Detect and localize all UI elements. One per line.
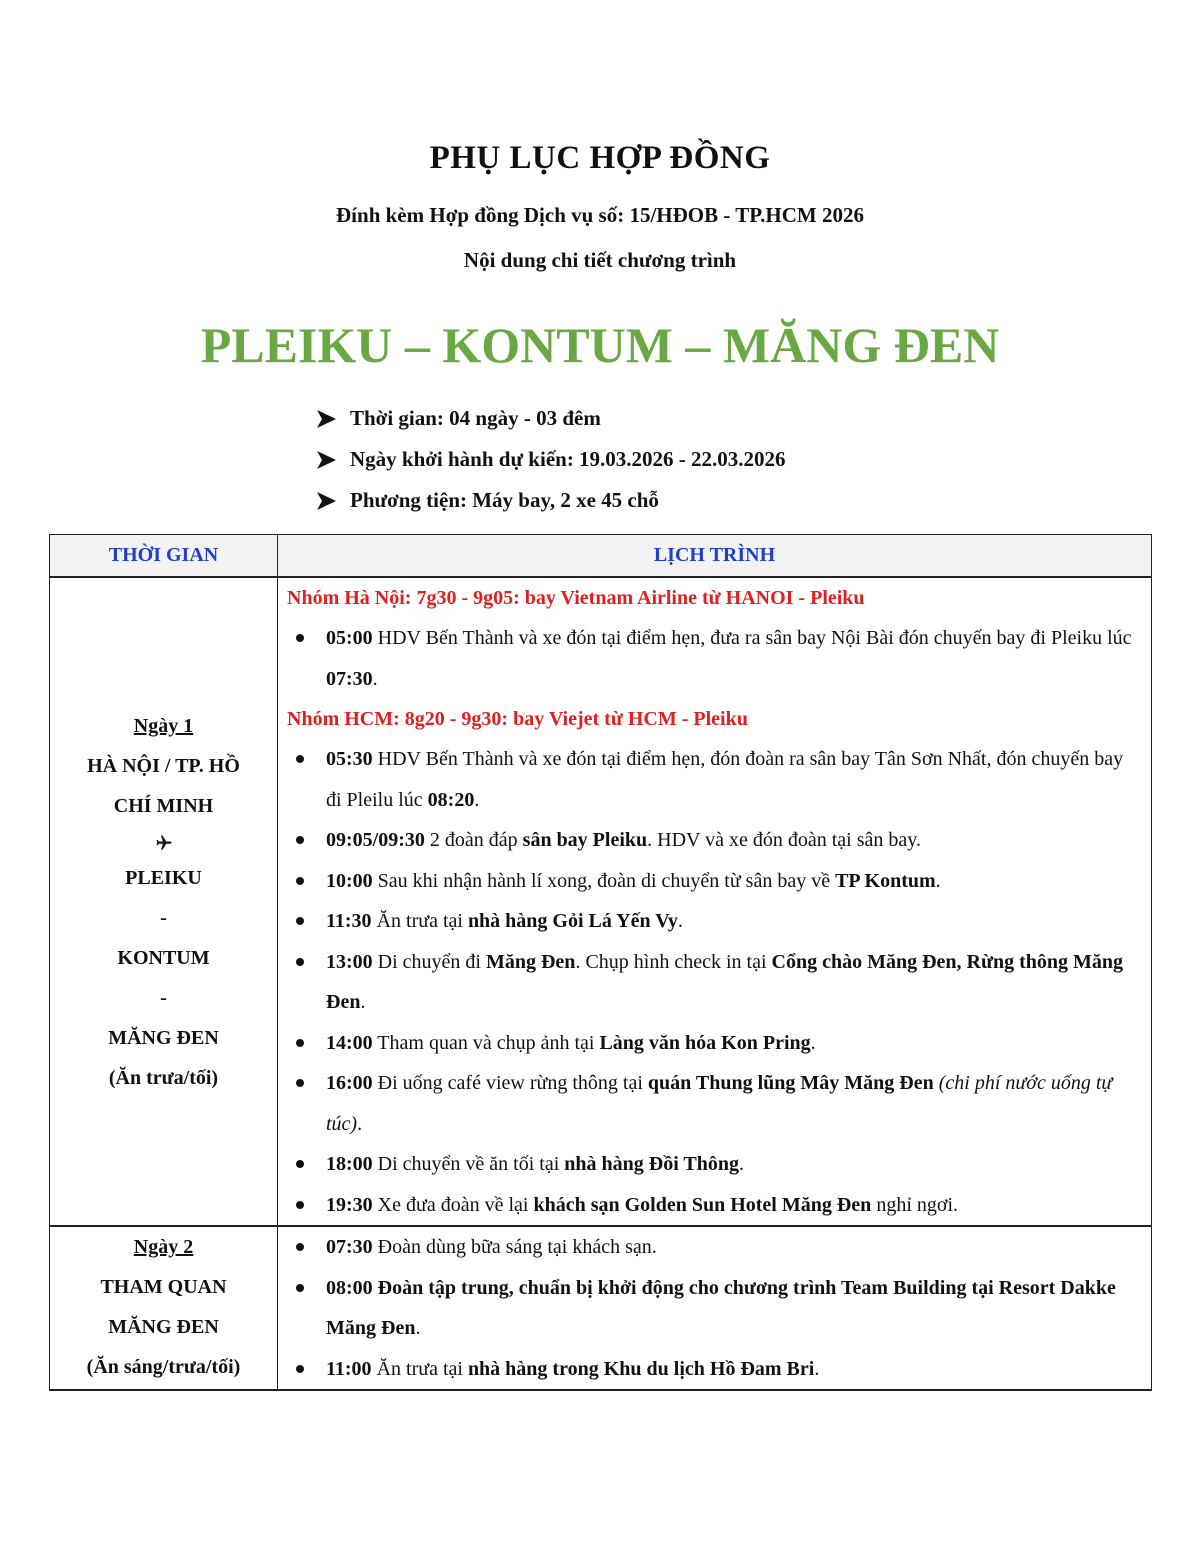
document-title: PHỤ LỤC HỢP ĐỒNG [429, 140, 771, 176]
arrow-bullet-icon [316, 409, 350, 429]
list-item: 08:00 Đoàn tập trung, chuẩn bị khởi động cho chương trình Team Building tại Resort Dakke Măng Đen. [287, 1268, 1143, 1349]
info-item-departure [316, 439, 786, 480]
list-item: 07:30 Đoàn dùng bữa sáng tại khách sạn. [287, 1227, 1143, 1268]
list-item: 19:30 Xe đưa đoàn về lại khách sạn Golden Sun Hotel Măng Đen nghỉ ngơi. [287, 1185, 1143, 1226]
activity-list [287, 1227, 1143, 1389]
document-subtitle: Nội dung chi tiết chương trình [463, 248, 737, 272]
meals-note: (Ăn sáng/trưa/tối) [86, 1356, 241, 1378]
route-dash: - [160, 986, 167, 1009]
meals-note: (Ăn trưa/tối) [108, 1066, 219, 1089]
day-1-schedule-cell [278, 577, 1152, 1226]
table-row-day-2 [50, 1226, 1152, 1390]
route-line: HÀ NỘI / TP. HỒ [87, 754, 240, 777]
group-heading-hanoi: Nhóm Hà Nội: 7g30 - 9g05: bay Vietnam Airline từ HANOI - Pleiku [287, 587, 865, 609]
route-dash: - [160, 906, 167, 929]
tour-name: PLEIKU – KONTUM – MĂNG ĐEN [200, 317, 1000, 373]
contract-reference: Đính kèm Hợp đồng Dịch vụ số: 15/HĐOB - TP.HCM 2026 [336, 203, 864, 227]
tour-info-list [316, 398, 786, 521]
list-item: 09:05/09:30 2 đoàn đáp sân bay Pleiku. HDV và xe đón đoàn tại sân bay. [287, 820, 1143, 861]
route-line: THAM QUAN [100, 1276, 227, 1298]
info-text: Thời gian: 04 ngày - 03 đêm [350, 406, 601, 430]
info-text: Ngày khởi hành dự kiến: 19.03.2026 - 22.03.2026 [350, 447, 786, 471]
day-2-schedule-cell [278, 1226, 1152, 1390]
list-item: 11:30 Ăn trưa tại nhà hàng Gỏi Lá Yến Vy. [287, 901, 1143, 942]
airplane-icon [50, 826, 277, 858]
list-item: 05:00 HDV Bến Thành và xe đón tại điểm hẹn, đưa ra sân bay Nội Bài đón chuyến bay đi Pleiku lúc 07:30. [287, 618, 1143, 699]
column-header-schedule: LỊCH TRÌNH [278, 535, 1152, 578]
table-row-day-1 [50, 577, 1152, 1226]
day-2-time-cell [50, 1226, 278, 1390]
list-item: 13:00 Di chuyển đi Măng Đen. Chụp hình check in tại Cổng chào Măng Đen, Rừng thông Măng Đen. [287, 942, 1143, 1023]
list-item: 16:00 Đi uống café view rừng thông tại quán Thung lũng Mây Măng Đen (chi phí nước uống tự túc). [287, 1063, 1143, 1144]
route-stop: KONTUM [117, 946, 210, 969]
table-header-row [50, 535, 1152, 578]
route-stop: MĂNG ĐEN [108, 1026, 219, 1049]
list-item: 14:00 Tham quan và chụp ảnh tại Làng văn hóa Kon Pring. [287, 1023, 1143, 1064]
activity-list [287, 739, 1143, 1225]
arrow-bullet-icon [316, 450, 350, 470]
day-1-time-cell [50, 577, 278, 1226]
day-label: Ngày 1 [133, 714, 194, 737]
list-item: 05:30 HDV Bến Thành và xe đón tại điểm hẹn, đón đoàn ra sân bay Tân Sơn Nhất, đón chuyến bay đi Pleilu lúc 08:20. [287, 739, 1143, 820]
info-item-transport [316, 480, 786, 521]
column-header-time: THỜI GIAN [50, 535, 278, 578]
day-label: Ngày 2 [133, 1236, 194, 1258]
group-heading-hcm: Nhóm HCM: 8g20 - 9g30: bay Viejet từ HCM - Pleiku [287, 708, 748, 730]
list-item: 10:00 Sau khi nhận hành lí xong, đoàn di chuyển từ sân bay về TP Kontum. [287, 861, 1143, 902]
activity-list [287, 618, 1143, 699]
arrow-bullet-icon [316, 491, 350, 511]
info-item-duration [316, 398, 786, 439]
route-line: CHÍ MINH [113, 794, 214, 817]
list-item: 18:00 Di chuyển về ăn tối tại nhà hàng Đồi Thông. [287, 1144, 1143, 1185]
route-stop: PLEIKU [125, 866, 202, 889]
info-text: Phương tiện: Máy bay, 2 xe 45 chỗ [350, 488, 659, 512]
itinerary-table [49, 534, 1152, 1391]
route-line: MĂNG ĐEN [108, 1316, 219, 1338]
list-item: 11:00 Ăn trưa tại nhà hàng trong Khu du lịch Hồ Đam Bri. [287, 1349, 1143, 1390]
